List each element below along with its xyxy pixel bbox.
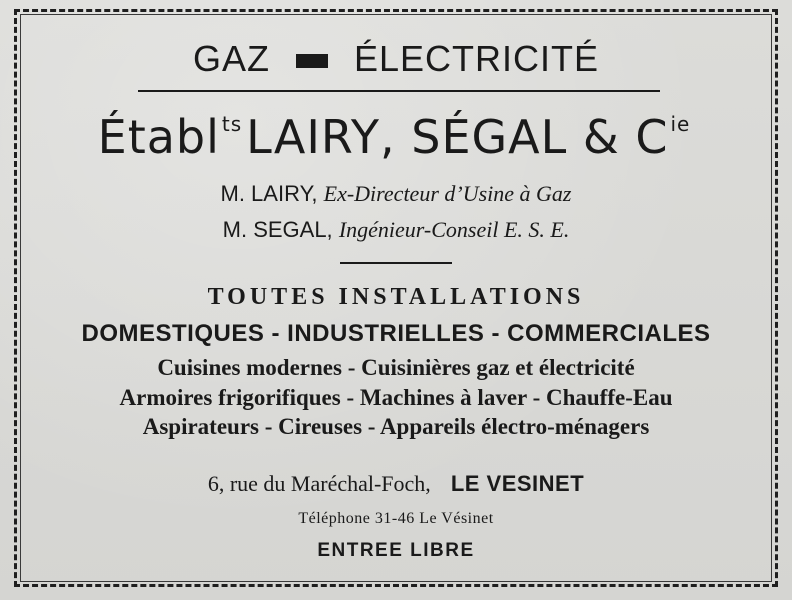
company-partners: LAIRY, SÉGAL & C [246, 110, 669, 164]
person-name: M. SEGAL, [222, 217, 333, 242]
company-prefix-superscript: ts [221, 112, 243, 136]
street-address: 6, rue du Maréchal-Foch, [207, 471, 431, 496]
services-line: Armoires frigorifiques - Machines à laver - Chauffe-Eau [119, 385, 673, 410]
phone: Téléphone 31-46 Le Vésinet [298, 510, 494, 527]
services-line: Aspirateurs - Cireuses - Appareils électro-ménagers [142, 414, 650, 439]
address [0, 471, 792, 497]
heading [0, 38, 792, 80]
services-categories: DOMESTIQUES - INDUSTRIELLES - COMMERCIALES [81, 320, 711, 347]
services-line: Cuisines modernes - Cuisinières gaz et électricité [157, 355, 635, 380]
heading-gas: GAZ [192, 38, 270, 79]
heading-underline [138, 90, 660, 92]
divider [340, 262, 452, 264]
company-prefix: Établ [97, 110, 220, 164]
person-title: Ingénieur-Conseil E. S. E. [338, 217, 570, 242]
company-name [0, 110, 792, 164]
person-lairy [0, 181, 792, 207]
heading-electricity: ÉLECTRICITÉ [353, 38, 600, 79]
person-name: M. LAIRY, [220, 181, 318, 206]
services-headline: TOUTES INSTALLATIONS [207, 284, 585, 310]
entry-note: ENTREE LIBRE [317, 540, 475, 561]
separator-ornament-icon [296, 54, 328, 68]
person-title: Ex-Directeur d’Usine à Gaz [323, 181, 572, 206]
city: LE VESINET [450, 471, 585, 496]
person-segal [0, 217, 792, 243]
company-suffix-superscript: ie [670, 112, 691, 136]
